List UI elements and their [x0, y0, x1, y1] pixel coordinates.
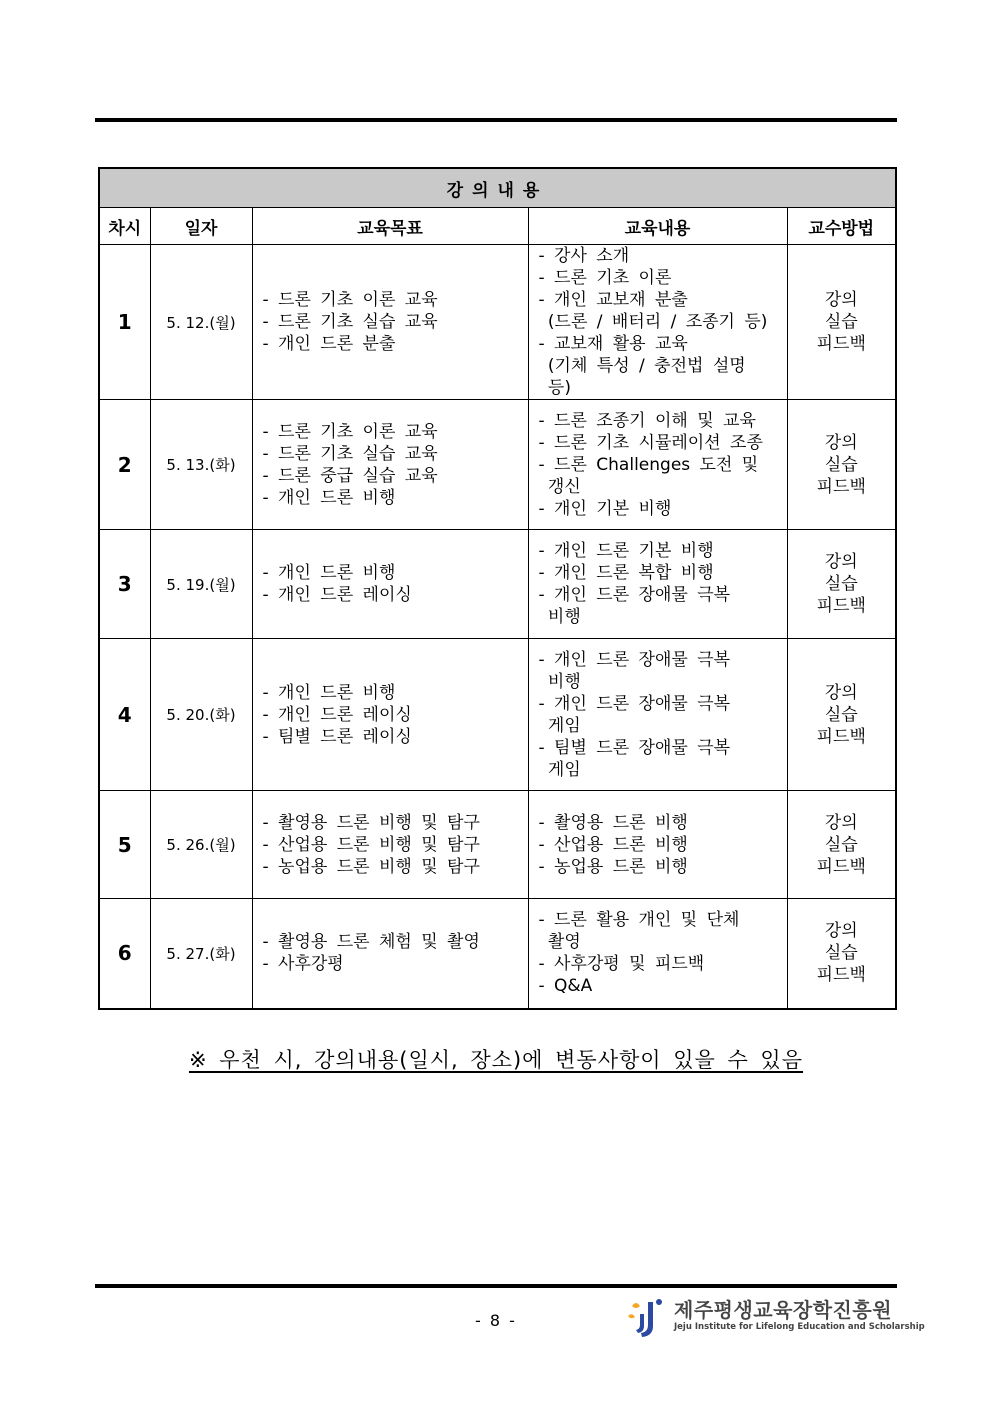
session-date: 5. 20.(화) — [150, 639, 252, 791]
session-number: 2 — [99, 400, 150, 530]
goal-item: - 사후강평 — [262, 954, 344, 975]
table-row — [99, 245, 896, 400]
session-goals — [252, 639, 528, 791]
content-item: - 개인 드론 복합 비행 — [538, 563, 714, 583]
goal-item: - 개인 드론 비행 — [262, 487, 396, 508]
method-item: 실습 — [824, 454, 858, 475]
logo-english-name: Jeju Institute for Lifelong Education and Scholarship — [674, 1322, 925, 1332]
session-number: 1 — [99, 245, 150, 400]
session-number: 4 — [99, 639, 150, 791]
method-item: 강의 — [824, 682, 858, 703]
content-item: - 개인 드론 기본 비행 — [538, 541, 714, 561]
header-content: 교육내용 — [528, 208, 787, 245]
content-item: - 드론 Challenges 도전 및 — [538, 454, 759, 475]
goal-item: - 드론 기초 이론 교육 — [262, 290, 438, 310]
session-method — [787, 899, 896, 1009]
institute-logo-mark-icon — [626, 1296, 664, 1338]
method-item: 피드백 — [816, 856, 866, 877]
content-item: 게임 — [538, 759, 581, 780]
session-method — [787, 639, 896, 791]
content-item: - 교보재 활용 교육 — [538, 334, 688, 354]
content-item: - 사후강평 및 피드백 — [538, 954, 705, 975]
table-row — [99, 400, 896, 530]
content-item: - 강사 소개 — [538, 246, 630, 266]
method-item: 실습 — [824, 312, 858, 332]
session-method — [787, 245, 896, 400]
content-item: 등) — [538, 378, 571, 398]
goal-item: - 드론 기초 이론 교육 — [262, 421, 438, 442]
content-item: - 촬영용 드론 비행 — [538, 812, 688, 833]
session-goals — [252, 530, 528, 639]
content-item: - 드론 조종기 이해 및 교육 — [538, 410, 756, 431]
session-method — [787, 530, 896, 639]
method-item: 강의 — [824, 552, 858, 572]
session-content — [528, 899, 787, 1009]
lecture-schedule-table — [98, 167, 897, 1010]
session-date: 5. 13.(화) — [150, 400, 252, 530]
table-row — [99, 899, 896, 1009]
notice-text: ※ 우천 시, 강의내용(일시, 장소)에 변동사항이 있을 수 있음 — [188, 1048, 804, 1072]
session-date: 5. 12.(월) — [150, 245, 252, 400]
goal-item: - 개인 드론 비행 — [262, 682, 396, 703]
goal-item: - 촬영용 드론 비행 및 탐구 — [262, 812, 480, 833]
goal-item: - 촬영용 드론 체험 및 촬영 — [262, 932, 480, 953]
content-item: - 개인 기본 비행 — [538, 498, 672, 519]
goal-item: - 드론 기초 실습 교육 — [262, 443, 438, 464]
session-content — [528, 639, 787, 791]
method-item: 실습 — [824, 834, 858, 855]
goal-item: - 개인 드론 분출 — [262, 334, 396, 354]
content-item: - 개인 교보재 분출 — [538, 290, 688, 310]
goal-item: - 드론 중급 실습 교육 — [262, 465, 438, 486]
method-item: 피드백 — [816, 476, 866, 497]
goal-item: - 개인 드론 레이싱 — [262, 585, 412, 605]
content-item: 갱신 — [538, 476, 581, 497]
content-item: - 개인 드론 장애물 극복 — [538, 693, 731, 714]
session-method — [787, 791, 896, 899]
header-date: 일자 — [150, 208, 252, 245]
content-item: 비행 — [538, 671, 581, 692]
content-item: - 농업용 드론 비행 — [538, 856, 688, 877]
schedule-notice — [0, 1044, 992, 1074]
content-item: 촬영 — [538, 932, 581, 953]
session-goals — [252, 899, 528, 1009]
method-item: 피드백 — [816, 965, 866, 986]
content-item: - Q&A — [538, 976, 593, 997]
table-row — [99, 530, 896, 639]
institute-logo — [626, 1294, 925, 1340]
session-number: 5 — [99, 791, 150, 899]
method-item: 실습 — [824, 704, 858, 725]
method-item: 실습 — [824, 574, 858, 594]
content-item: - 개인 드론 장애물 극복 — [538, 649, 731, 670]
header-goals: 교육목표 — [252, 208, 528, 245]
goal-item: - 농업용 드론 비행 및 탐구 — [262, 856, 480, 877]
method-item: 피드백 — [816, 596, 866, 616]
content-item: (기체 특성 / 충전법 설명 — [538, 356, 746, 376]
goal-item: - 개인 드론 레이싱 — [262, 704, 412, 725]
content-item: 게임 — [538, 715, 581, 736]
method-item: 강의 — [824, 812, 858, 833]
goal-item: - 드론 기초 실습 교육 — [262, 312, 438, 332]
session-content — [528, 400, 787, 530]
table-title: 강의내용 — [99, 168, 896, 208]
session-number: 6 — [99, 899, 150, 1009]
method-item: 강의 — [824, 290, 858, 310]
table-row — [99, 791, 896, 899]
bottom-rule — [95, 1284, 897, 1288]
session-method — [787, 400, 896, 530]
session-content — [528, 245, 787, 400]
method-item: 강의 — [824, 921, 858, 942]
session-date: 5. 26.(월) — [150, 791, 252, 899]
session-date: 5. 27.(화) — [150, 899, 252, 1009]
content-item: - 산업용 드론 비행 — [538, 834, 688, 855]
top-rule — [95, 118, 897, 122]
session-content — [528, 791, 787, 899]
page-number: - 8 - — [475, 1311, 515, 1330]
method-item: 실습 — [824, 943, 858, 964]
content-item: - 드론 기초 이론 — [538, 268, 672, 288]
content-item: (드론 / 배터리 / 조종기 등) — [538, 312, 768, 332]
content-item: - 개인 드론 장애물 극복 — [538, 585, 731, 605]
session-number: 3 — [99, 530, 150, 639]
logo-korean-name: 제주평생교육장학진흥원 — [674, 1298, 893, 1322]
content-item: 비행 — [538, 607, 581, 627]
session-goals — [252, 791, 528, 899]
content-item: - 팀별 드론 장애물 극복 — [538, 737, 731, 758]
goal-item: - 팀별 드론 레이싱 — [262, 726, 412, 747]
method-item: 피드백 — [816, 726, 866, 747]
method-item: 피드백 — [816, 334, 866, 354]
header-method: 교수방법 — [787, 208, 896, 245]
session-goals — [252, 400, 528, 530]
session-date: 5. 19.(월) — [150, 530, 252, 639]
method-item: 강의 — [824, 432, 858, 453]
goal-item: - 산업용 드론 비행 및 탐구 — [262, 834, 480, 855]
table-row — [99, 639, 896, 791]
session-goals — [252, 245, 528, 400]
session-content — [528, 530, 787, 639]
goal-item: - 개인 드론 비행 — [262, 563, 396, 583]
content-item: - 드론 기초 시뮬레이션 조종 — [538, 432, 763, 453]
content-item: - 드론 활용 개인 및 단체 — [538, 910, 740, 931]
header-session: 차시 — [99, 208, 150, 245]
